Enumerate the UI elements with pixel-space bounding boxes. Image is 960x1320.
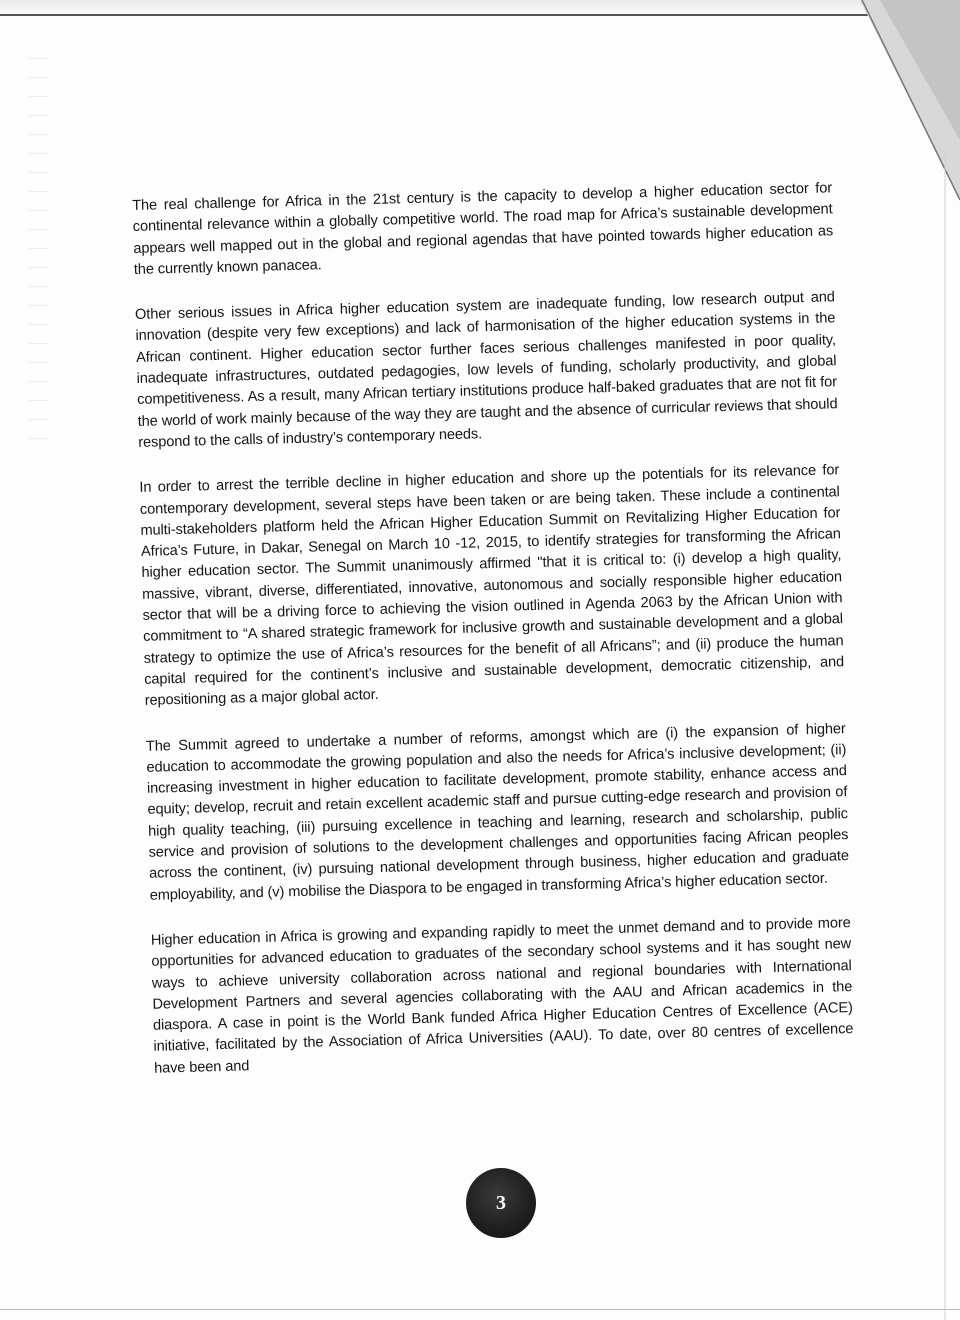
paragraph-1: The real challenge for Africa in the 21st century is the capacity to develop a higher education sector for continental relevance within a globally competitive world. The road map for Africa’s sustainable development appears well mapped out in the global and regional agendas that have pointed towards higher education as the currently known panacea. [132, 180, 834, 278]
scan-page-curl-shadow [840, 0, 960, 1320]
paragraph-4: The Summit agreed to undertake a number of reforms, amongst which are (i) the expansion of higher education to accommodate the growing population and also the needs for Africa’s inclusive development; (ii) increasing investment in higher education to facilitate development, promote stability, enhance access and equity; develop, recruit and retain excellent academic staff and pursue cutting-edge research and provision of high quality teaching, (iii) pursuing excellence in teaching and learning, research and scholarship, public service and provision of solutions to the development challenges and opportunities facing African peoples across the continent, (iv) pursuing national development through business, higher education and graduate employability, and (v) mobilise the Diaspora to be engaged in transforming Africa’s higher education sector. [145, 720, 850, 904]
document-body [132, 178, 855, 1103]
scan-left-speckle [28, 40, 48, 440]
scan-bottom-edge [0, 1309, 960, 1310]
paragraph-5: Higher education in Africa is growing and expanding rapidly to meet the unmet demand and to provide more opportunities for advanced education to graduates of the secondary school systems and it has sought new ways to achieve university collaboration across national and regional boundaries with International Development Partners and several agencies collaborating with the AAU and African academics in the diaspora. A case in point is the World Bank funded Africa Higher Education Centres of Excellence (ACE) initiative, facilitated by the Association of Africa Universities (AAU). To date, over 80 centres of excellence have been and [150, 914, 854, 1077]
paragraph-2: Other serious issues in Africa higher education system are inadequate funding, low research output and innovation (despite very few exceptions) and lack of harmonisation of the higher education systems in the African continent. Higher education sector further faces serious challenges manifested in poor quality, inadequate infrastructures, outdated pedagogies, low levels of funding, scholarly productivity, and global competitiveness. As a result, many African tertiary institutions produce half-baked graduates that are not fit for the world of work mainly because of the way they are taught and the absence of curricular reviews that should respond to the calls of industry’s contemporary needs. [134, 289, 838, 451]
scan-top-edge [0, 0, 960, 16]
page-number: 3 [496, 1191, 506, 1214]
paragraph-3: In order to arrest the terrible decline in higher education and shore up the potentials for its relevance for contemporary development, several steps have been taken or are being taken. These include a continental multi-stakeholders platform held the African Higher Education Summit on Revitalizing Higher Education for Africa’s Future, in Dakar, Senegal on March 10 -12, 2015, to identify strategies for transforming the African higher education sector. The Summit unanimously affirmed "that it is critical to: (i) develop a high quality, massive, vibrant, diverse, differentiated, innovative, autonomous and socially responsible higher education sector that will be a driving force to achieving the vision outlined in Agenda 2063 by the African Union with commitment to “A shared strategic framework for inclusive growth and sustainable development and a global strategy to optimize the use of Africa’s resources for the benefit of all Africans”; and (ii) produce the human capital required for the continent’s inclusive and sustainable development, democratic citizenship, and repositioning as a major global actor. [139, 462, 845, 710]
page-number-badge [466, 1168, 536, 1238]
